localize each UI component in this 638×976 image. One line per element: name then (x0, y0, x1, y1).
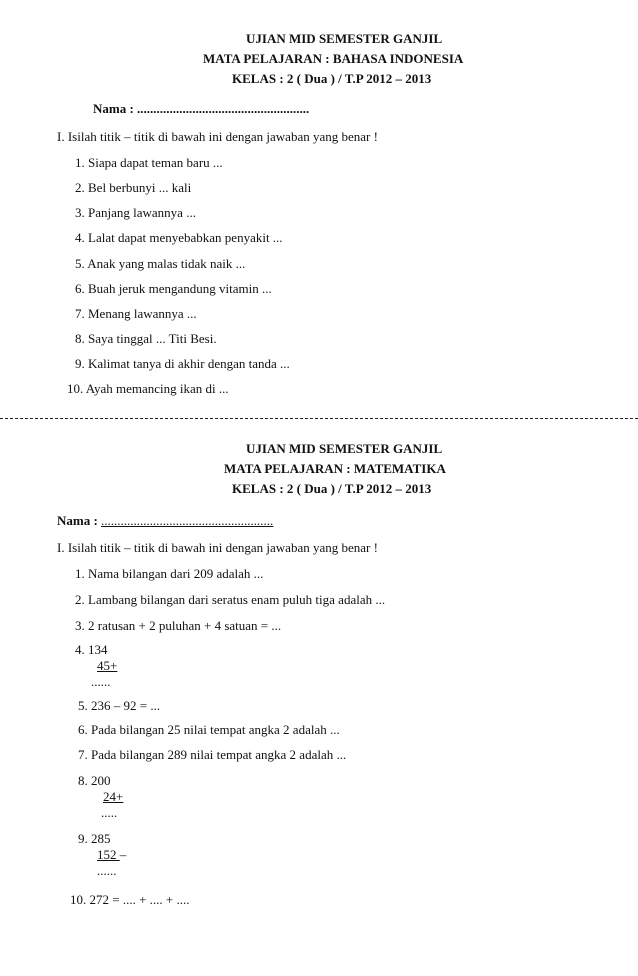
question-item: 5. Anak yang malas tidak naik ... (75, 256, 246, 271)
name-blank: ..................................................... (101, 513, 274, 528)
subtrahend-value: 152 (97, 847, 120, 862)
subject-line: MATA PELAJARAN : BAHASA INDONESIA (203, 51, 464, 66)
name-line: Nama : ..................................................... (93, 101, 310, 116)
subtrahend (97, 847, 126, 863)
question-item: 2. Bel berbunyi ... kali (75, 180, 192, 195)
question-item: 3. Panjang lawannya ... (75, 205, 196, 220)
exam-title: UJIAN MID SEMESTER GANJIL (246, 441, 443, 456)
instruction: I. Isilah titik – titik di bawah ini dengan jawaban yang benar ! (57, 540, 378, 555)
addend: 24+ (103, 789, 124, 804)
question-item: 10. Ayah memancing ikan di ... (67, 381, 229, 396)
name-line (57, 513, 273, 529)
class-line: KELAS : 2 ( Dua ) / T.P 2012 – 2013 (232, 481, 432, 496)
question-item: 9. 285 (78, 831, 111, 846)
question-item: 10. 272 = .... + .... + .... (70, 892, 190, 907)
answer-blank: ...... (97, 863, 117, 878)
instruction: I. Isilah titik – titik di bawah ini dengan jawaban yang benar ! (57, 129, 378, 144)
name-label: Nama : (57, 513, 102, 528)
answer-blank: ...... (91, 674, 111, 689)
question-item: 6. Pada bilangan 25 nilai tempat angka 2 adalah ... (78, 722, 340, 737)
question-item: 1. Siapa dapat teman baru ... (75, 155, 223, 170)
question-item: 7. Menang lawannya ... (75, 306, 197, 321)
addend: 45+ (97, 658, 118, 673)
question-item: 9. Kalimat tanya di akhir dengan tanda ... (75, 356, 290, 371)
question-item: 6. Buah jeruk mengandung vitamin ... (75, 281, 272, 296)
class-line: KELAS : 2 ( Dua ) / T.P 2012 – 2013 (232, 71, 432, 86)
answer-blank: ..... (101, 805, 118, 820)
question-item: 2. Lambang bilangan dari seratus enam puluh tiga adalah ... (75, 592, 386, 607)
exam-title: UJIAN MID SEMESTER GANJIL (246, 31, 443, 46)
question-item: 1. Nama bilangan dari 209 adalah ... (75, 566, 264, 581)
subject-line: MATA PELAJARAN : MATEMATIKA (224, 461, 446, 476)
question-item: 8. Saya tinggal ... Titi Besi. (75, 331, 217, 346)
question-item: 4. 134 (75, 642, 108, 657)
minus-sign: – (119, 847, 127, 862)
question-item: 8. 200 (78, 773, 111, 788)
question-item: 4. Lalat dapat menyebabkan penyakit ... (75, 230, 283, 245)
question-item: 7. Pada bilangan 289 nilai tempat angka 2 adalah ... (78, 747, 347, 762)
question-item: 3. 2 ratusan + 2 puluhan + 4 satuan = ... (75, 618, 282, 633)
cut-line-divider (0, 418, 638, 419)
question-item: 5. 236 – 92 = ... (78, 698, 161, 713)
